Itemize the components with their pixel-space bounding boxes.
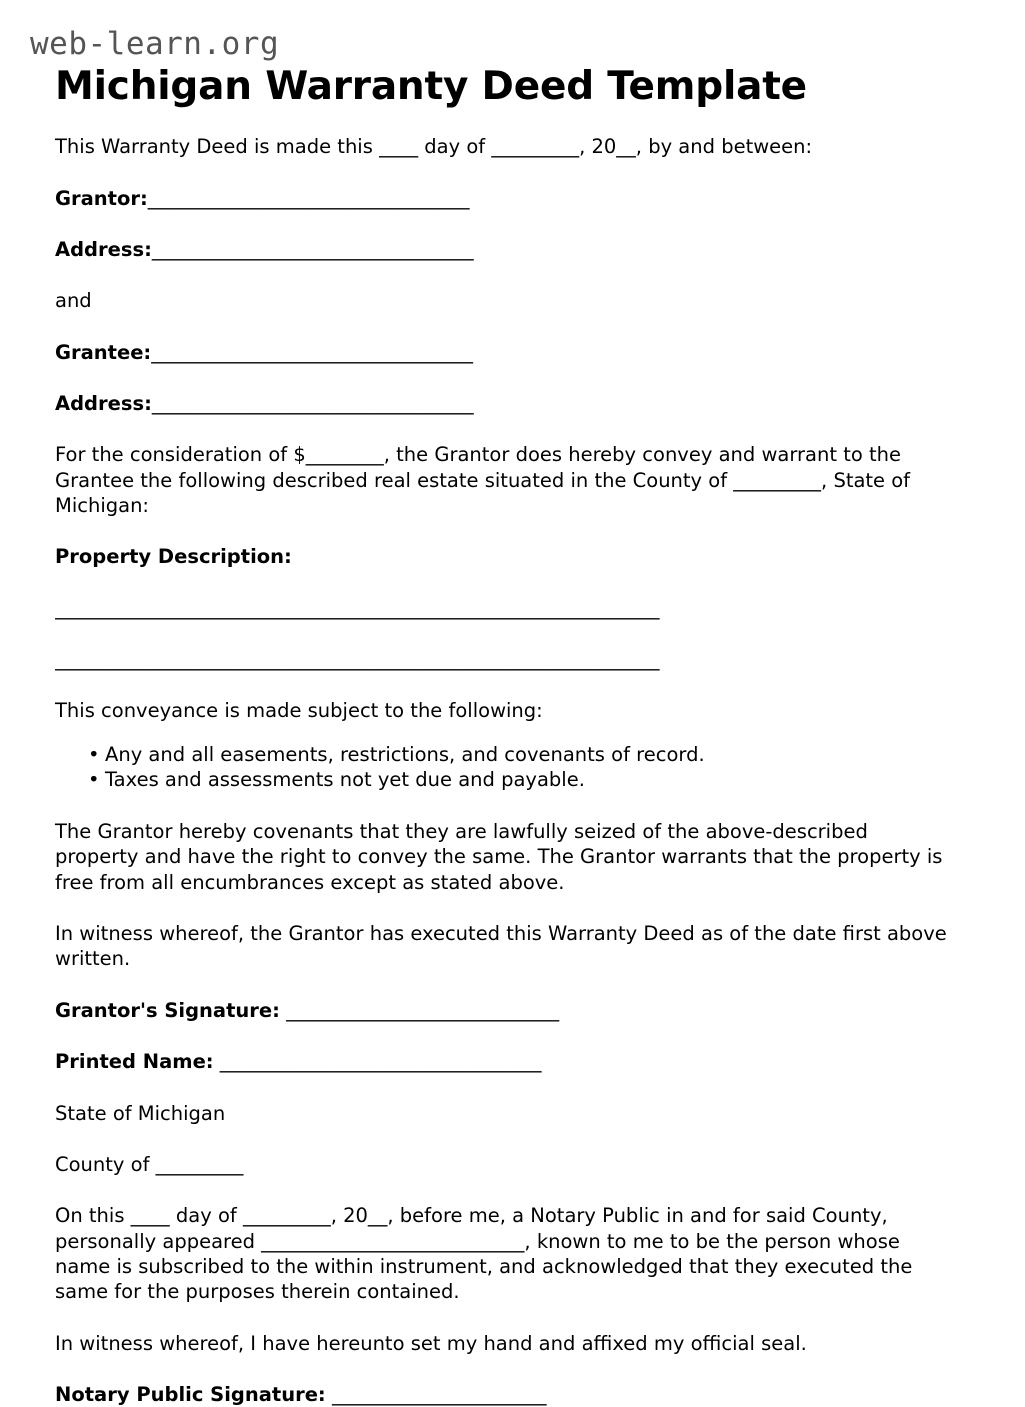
grantor-signature-field [55,998,950,1023]
bullet-icon: • [88,768,100,792]
covenants-paragraph: The Grantor hereby covenants that they are lawfully seized of the above-described property and have the right to convey the same. The Grantor warrants that the property is free from all encumbrances except as stated above. [55,820,949,894]
grantee-blank[interactable]: _________________________________ [151,340,473,364]
bullet-icon: • [88,743,100,767]
grantor-signature-label: Grantor's Signature: [55,998,280,1022]
property-description-line-2[interactable]: ______________________________________________________________ [55,648,660,671]
terms-list [55,743,950,793]
grantee-address-field [55,391,950,416]
notary-paragraph: On this ____ day of _________, 20__, before me, a Notary Public in and for said County, personally appeared ___________________________, known to me to be the person whose name is subscribed to the within instrument, and acknowledged that they executed the same for the purposes therein contained. [55,1204,919,1304]
grantor-signature-blank[interactable]: ____________________________ [286,998,560,1022]
list-item [88,743,950,768]
witness-grantor-paragraph: In witness whereof, the Grantor has executed this Warranty Deed as of the date first above written. [55,922,953,971]
consideration-paragraph: For the consideration of $________, the Grantor does hereby convey and warrant to the Grantee the following described real estate situated in the County of _________, State of Michigan: [55,443,917,517]
witness-notary-paragraph: In witness whereof, I have hereunto set my hand and affixed my official seal. [55,1331,807,1355]
grantee-field [55,340,950,365]
county-line: County of _________ [55,1152,244,1176]
grantor-address-label: Address: [55,237,152,261]
property-description-line-1[interactable]: ______________________________________________________________ [55,596,660,620]
property-description-label: Property Description: [55,545,292,569]
grantor-field [55,186,950,211]
state-line: State of Michigan [55,1101,226,1125]
printed-name-label: Printed Name: [55,1050,214,1074]
printed-name-blank[interactable]: _________________________________ [219,1050,542,1074]
grantor-address-field [55,237,950,262]
list-item [88,768,950,793]
notary-signature-label: Notary Public Signature: [55,1382,326,1406]
and-connector: and [55,289,92,313]
site-watermark: web-learn.org [30,26,280,62]
page-title: Michigan Warranty Deed Template [55,63,807,109]
notary-signature-blank[interactable]: ______________________ [331,1382,547,1406]
grantor-blank[interactable]: _________________________________ [147,186,470,210]
printed-name-field [55,1049,950,1074]
grantee-address-blank[interactable]: _________________________________ [151,391,474,415]
conveyance-intro: This conveyance is made subject to the following: [55,699,543,723]
list-item-label: Taxes and assessments not yet due and payable. [105,768,585,792]
document-content [30,0,953,1407]
grantor-label: Grantor: [55,186,148,210]
notary-signature-field [55,1382,950,1407]
list-item-label: Any and all easements, restrictions, and covenants of record. [105,743,705,767]
grantee-label: Grantee: [55,340,152,364]
intro-paragraph: This Warranty Deed is made this ____ day of _________, 20__, by and between: [55,135,813,159]
grantee-address-label: Address: [55,391,152,415]
grantor-address-blank[interactable]: _________________________________ [151,237,474,261]
